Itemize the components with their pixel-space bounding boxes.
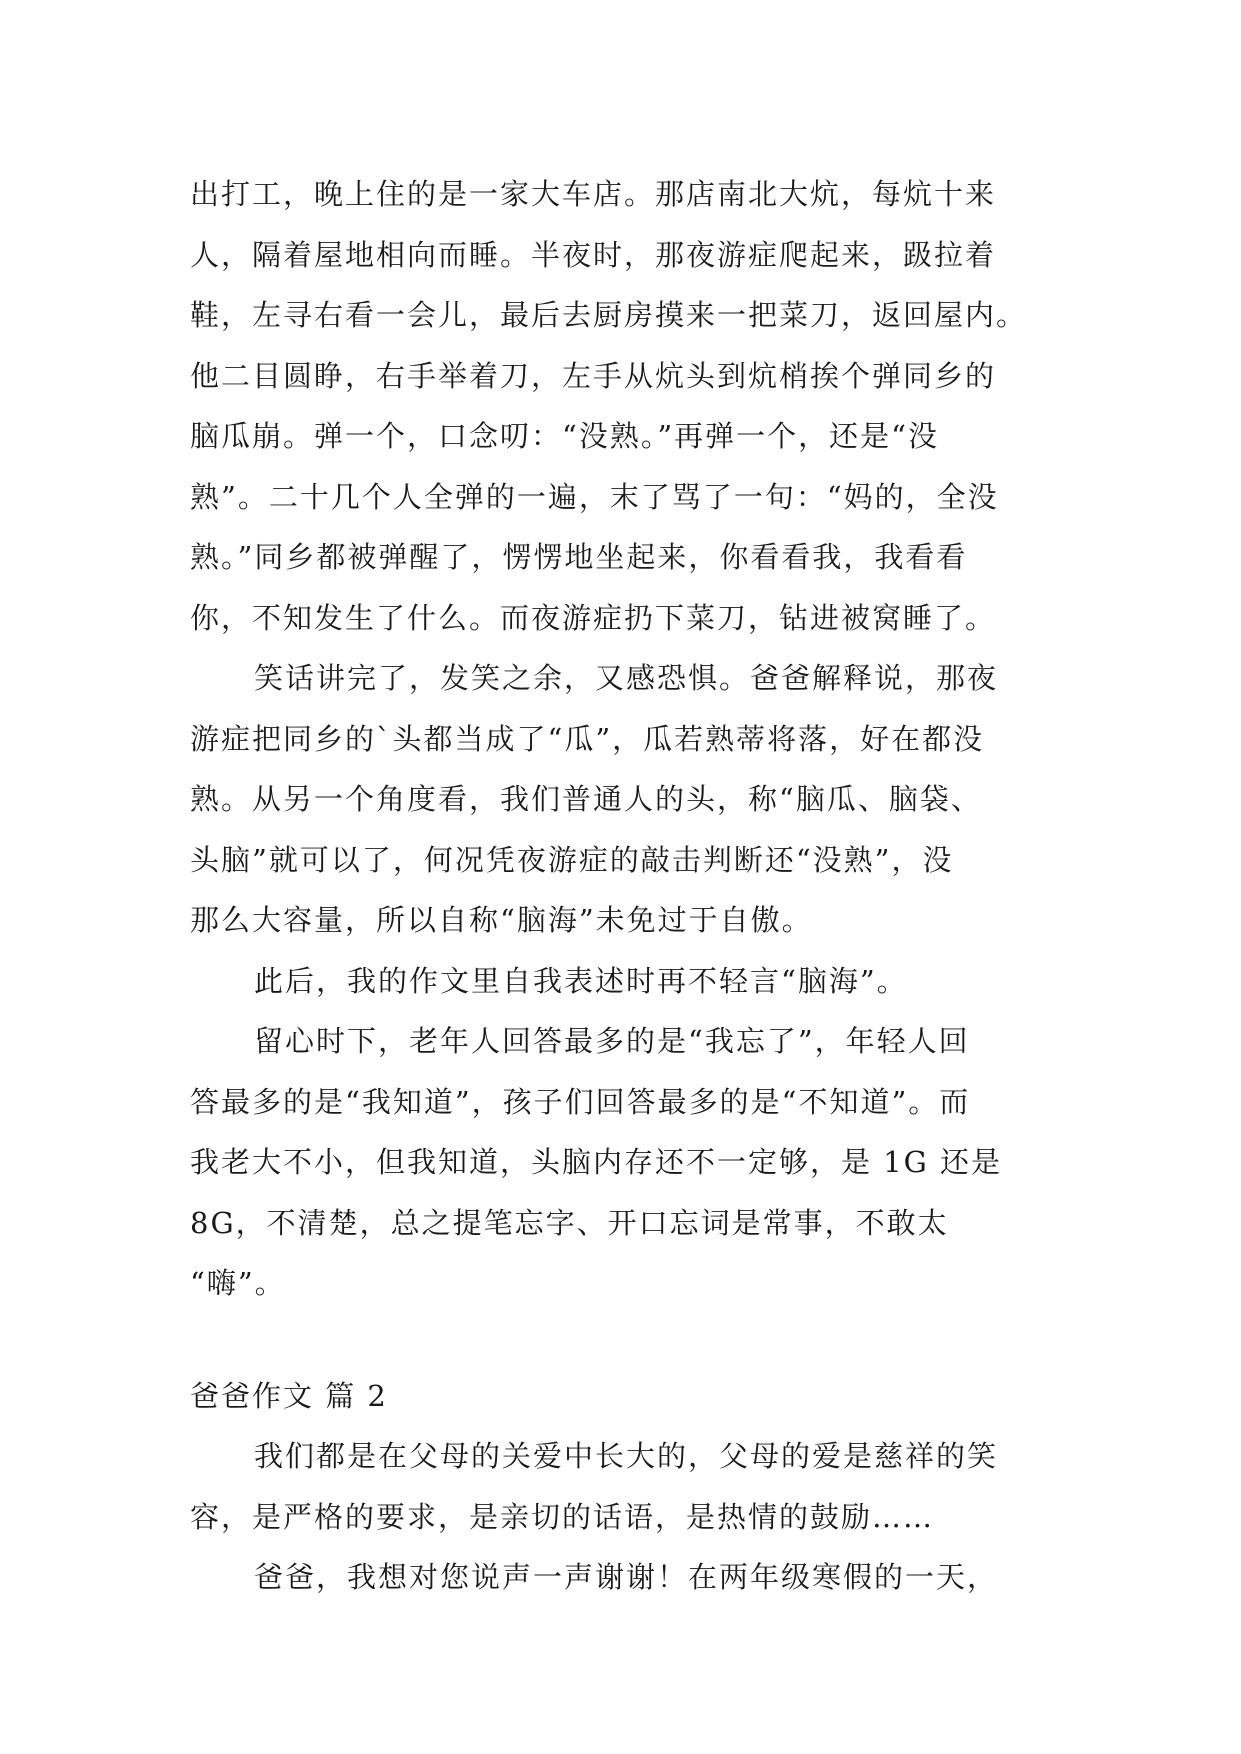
text-line: 鞋，左寻右看一会儿，最后去厨房摸来一把菜刀，返回屋内。: [190, 298, 1028, 332]
paragraph-3: [190, 951, 1050, 1012]
text-line: 答最多的是“我知道”，孩子们回答最多的是“不知道”。而: [190, 1084, 971, 1119]
paragraph-2: [190, 648, 1050, 951]
text-line: 熟”。二十几个人全弹的一遍，末了骂了一句：“妈的，全没: [190, 479, 999, 514]
text-line: 你，不知发生了什么。而夜游症扔下菜刀，钻进被窝睡了。: [190, 600, 997, 635]
text-line: 人，隔着屋地相向而睡。半夜时，那夜游症爬起来，趿拉着: [190, 237, 997, 272]
text-line: 爸爸，我想对您说声一声谢谢！在两年级寒假的一天，: [254, 1560, 999, 1594]
section-paragraph-2: [190, 1547, 1050, 1608]
document-body: [190, 164, 1050, 1608]
text-line: 他二目圆睁，右手举着刀，左手从炕头到炕梢挨个弹同乡的: [190, 358, 997, 393]
text-line: 出打工，晚上住的是一家大车店。那店南北大炕，每炕十来: [190, 177, 997, 211]
text-line: “嗨”。: [190, 1266, 286, 1300]
text-line: 笑话讲完了，发笑之余，又感恐惧。爸爸解释说，那夜: [254, 661, 999, 695]
text-line: 我们都是在父母的关爱中长大的，父母的爱是慈祥的笑: [254, 1439, 999, 1473]
section-paragraph-1: [190, 1426, 1050, 1547]
text-line: 熟。”同乡都被弹醒了，愣愣地坐起来，你看看我，我看看: [190, 540, 968, 574]
text-line: 脑瓜崩。弹一个，口念叨：“没熟。”再弹一个，还是“没: [190, 419, 939, 453]
paragraph-4: [190, 1011, 1050, 1314]
text-line: 那么大容量，所以自称“脑海”未免过于自傲。: [190, 903, 813, 937]
text-line: 此后，我的作文里自我表述时再不轻言“脑海”。: [254, 963, 908, 998]
text-line: 留心时下，老年人回答最多的是“我忘了”，年轻人回: [254, 1024, 970, 1058]
text-line: 我老大不小，但我知道，头脑内存还不一定够，是 1G 还是: [190, 1145, 1003, 1179]
text-line: 8G，不清楚，总之提笔忘字、开口忘词是常事，不敢太: [190, 1205, 949, 1240]
section-title: 爸爸作文 篇 2: [190, 1378, 388, 1413]
text-line: 容，是严格的要求，是亲切的话语，是热情的鼓励……: [190, 1499, 935, 1534]
text-line: 游症把同乡的`头都当成了“瓜”，瓜若熟蒂将落，好在都没: [190, 721, 985, 756]
paragraph-1: [190, 164, 1050, 648]
text-line: 头脑”就可以了，何况凭夜游症的敲击判断还“没熟”，没: [190, 842, 954, 877]
text-line: 熟。从另一个角度看，我们普通人的头，称“脑瓜、脑袋、: [190, 782, 982, 816]
